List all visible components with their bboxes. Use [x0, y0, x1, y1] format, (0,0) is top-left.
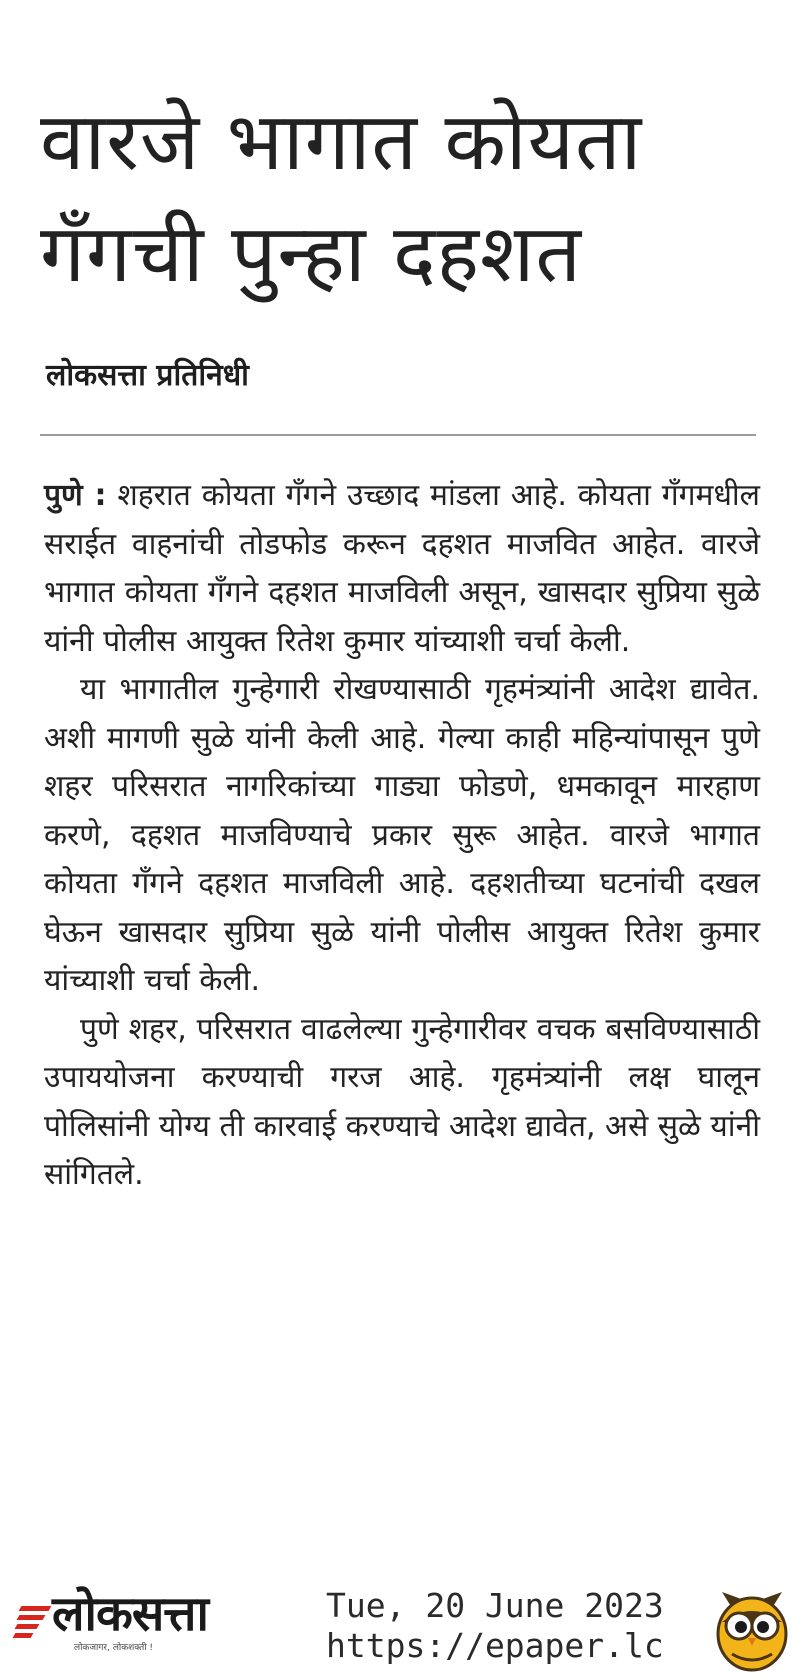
edition-date: Tue, 20 June 2023 [326, 1586, 664, 1625]
headline-line-2: गँगची पुन्हा दहशत [40, 207, 582, 300]
loksatta-logo[interactable] [12, 1584, 312, 1654]
paragraph-1-text: शहरात कोयता गँगने उच्छाद मांडला आहे. कोयता गँगमधील सराईत वाहनांची तोडफोड करून दहशत माजवित आहेत. वारजे भागात कोयता गँगने दहशत माजविली असून, खासदार सुप्रिया सुळे यांनी पोलीस आयुक्त रितेश कुमार यांच्याशी चर्चा केली. [44, 478, 760, 659]
epaper-footer [0, 1570, 800, 1676]
article-paragraph-1 [44, 472, 760, 666]
article-paragraph-3: पुणे शहर, परिसरात वाढलेल्या गुन्हेगारीवर वचक बसविण्यासाठी उपाययोजना करण्याची गरज आहे. गृहमंत्र्यांनी लक्ष घालून पोलिसांनी योग्य ती कारवाई करण्याचे आदेश द्यावेत, असे सुळे यांनी सांगितले. [44, 1011, 760, 1192]
article-body [44, 472, 760, 1200]
byline-divider [40, 434, 756, 436]
owl-icon [708, 1574, 796, 1674]
headline-line-1: वारजे भागात कोयता [40, 95, 643, 188]
article-byline: लोकसत्ता प्रतिनिधी [46, 358, 249, 393]
brand-name: लोकसत्ता [52, 1586, 208, 1642]
article-headline [40, 86, 770, 310]
article-paragraph-2: या भागातील गुन्हेगारी रोखण्यासाठी गृहमंत्र्यांनी आदेश द्यावेत. अशी मागणी सुळे यांनी केली आहे. गेल्या काही महिन्यांपासून पुणे शहर परिसरात नागरिकांच्या गाड्या फोडणे, धमकावून मारहाण करणे, दहशत माजविण्याचे प्रकार सुरू आहेत. वारजे भागात कोयता गँगने दहशत माजविली आहे. दहशतीच्या घटनांची दखल घेऊन खासदार सुप्रिया सुळे यांनी पोलीस आयुक्त रितेश कुमार यांच्याशी चर्चा केली. [44, 672, 760, 998]
brand-tagline: लोकजागर, लोकशक्ती ! [74, 1643, 154, 1653]
logo-stripes-icon [12, 1602, 52, 1638]
article-dateline: पुणे : [44, 478, 107, 513]
epaper-url-link[interactable]: https://epaper.lc [326, 1626, 664, 1665]
